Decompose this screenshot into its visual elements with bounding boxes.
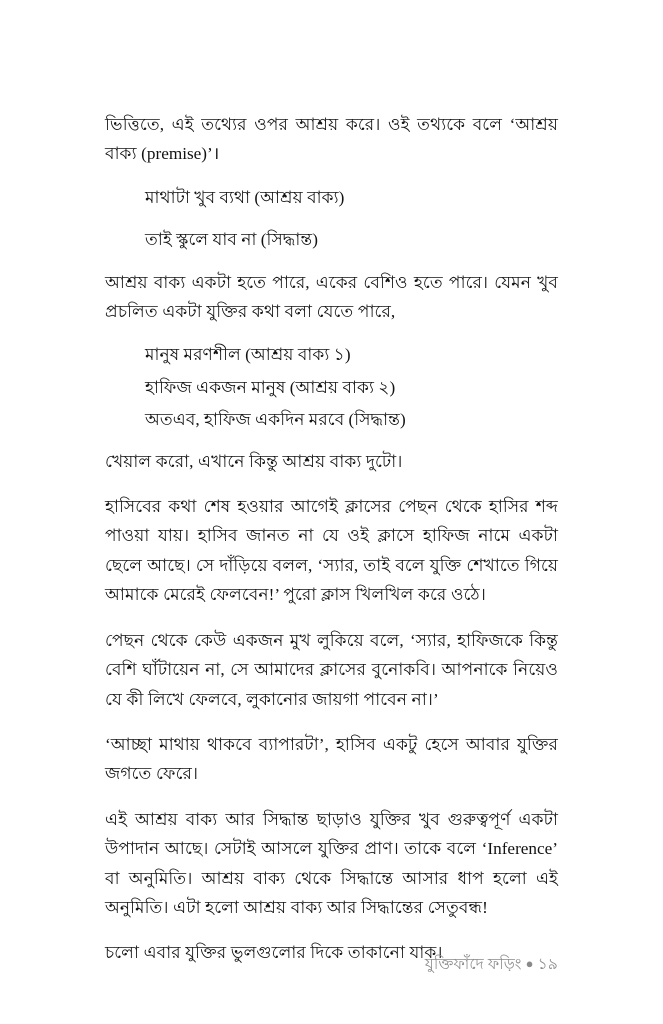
footer-bullet-icon: ● xyxy=(525,956,534,971)
example-line: মানুষ মরণশীল (আশ্রয় বাক্য ১) xyxy=(145,345,351,365)
page-footer xyxy=(425,954,558,975)
example-line: হাফিজ একজন মানুষ (আশ্রয় বাক্য ২) xyxy=(145,377,396,397)
page-text-column xyxy=(105,110,558,968)
paragraph-classroom-laughter: হাসিবের কথা শেষ হওয়ার আগেই ক্লাসের পেছন থেকে হাসির শব্দ পাওয়া যায়। হাসিব জানত না যে ওই ক্লাসে হাফিজ নামে একটা ছেলে আছে। সে দাঁড়িয়ে বলল, ‘স্যার, তাই বলে যুক্তি শেখাতে গিয়ে আমাকে মেরেই ফেলবেন!’ পুরো ক্লাস খিলখিল করে ওঠে। xyxy=(105,497,558,605)
paragraph-inference-definition: এই আশ্রয় বাক্য আর সিদ্ধান্ত ছাড়াও যুক্তির খুব গুরুত্বপূর্ণ একটা উপাদান আছে। সেটাই আসলে যুক্তির প্রাণ। তাকে বলে ‘Inference’ বা অনুমিতি। আশ্রয় বাক্য থেকে সিদ্ধান্তে আসার ধাপ হলো এই অনুমিতি। এটা হলো আশ্রয় বাক্য আর সিদ্ধান্তের সেতুবন্ধ! xyxy=(105,809,558,917)
footer-book-title: যুক্তিফাঁদে ফড়িং xyxy=(424,956,522,973)
paragraph-premise-definition: ভিত্তিতে, এই তথ্যের ওপর আশ্রয় করে। ওই তথ্যকে বলে ‘আশ্রয় বাক্য (premise)’। xyxy=(105,115,558,164)
page-number: ১৯ xyxy=(537,956,558,973)
example-line: মাথাটা খুব ব্যথা (আশ্রয় বাক্য) xyxy=(145,187,345,207)
paragraph-multiple-premises: আশ্রয় বাক্য একটা হতে পারে, একের বেশিও হতে পারে। যেমন খুব প্রচলিত একটা যুক্তির কথা বলা যেতে পারে, xyxy=(105,272,558,322)
example-line: তাই স্কুলে যাব না (সিদ্ধান্ত) xyxy=(145,230,318,250)
example-block-mortality-syllogism xyxy=(105,340,558,434)
example-block-headache-syllogism xyxy=(105,183,558,255)
paragraph-hasib-returns: ‘আচ্ছা মাথায় থাকবে ব্যাপারটা’, হাসিব একটু হেসে আবার যুক্তির জগতে ফেরে। xyxy=(105,734,558,784)
paragraph-closing-transition: চলো এবার যুক্তির ভুলগুলোর দিকে তাকানো যাক। xyxy=(105,943,443,963)
paragraph-two-premises-note: খেয়াল করো, এখানে কিন্তু আশ্রয় বাক্য দুটো। xyxy=(105,451,403,471)
example-line: অতএব, হাফিজ একদিন মরবে (সিদ্ধান্ত) xyxy=(145,410,406,430)
paragraph-hidden-voice: পেছন থেকে কেউ একজন মুখ লুকিয়ে বলে, ‘স্যার, হাফিজকে কিন্তু বেশি ঘাঁটায়েন না, সে আমাদের ক্লাসের বুনোকবি। আপনাকে নিয়েও যে কী লিখে ফেলবে, লুকানোর জায়গা পাবেন না।’ xyxy=(105,630,558,709)
